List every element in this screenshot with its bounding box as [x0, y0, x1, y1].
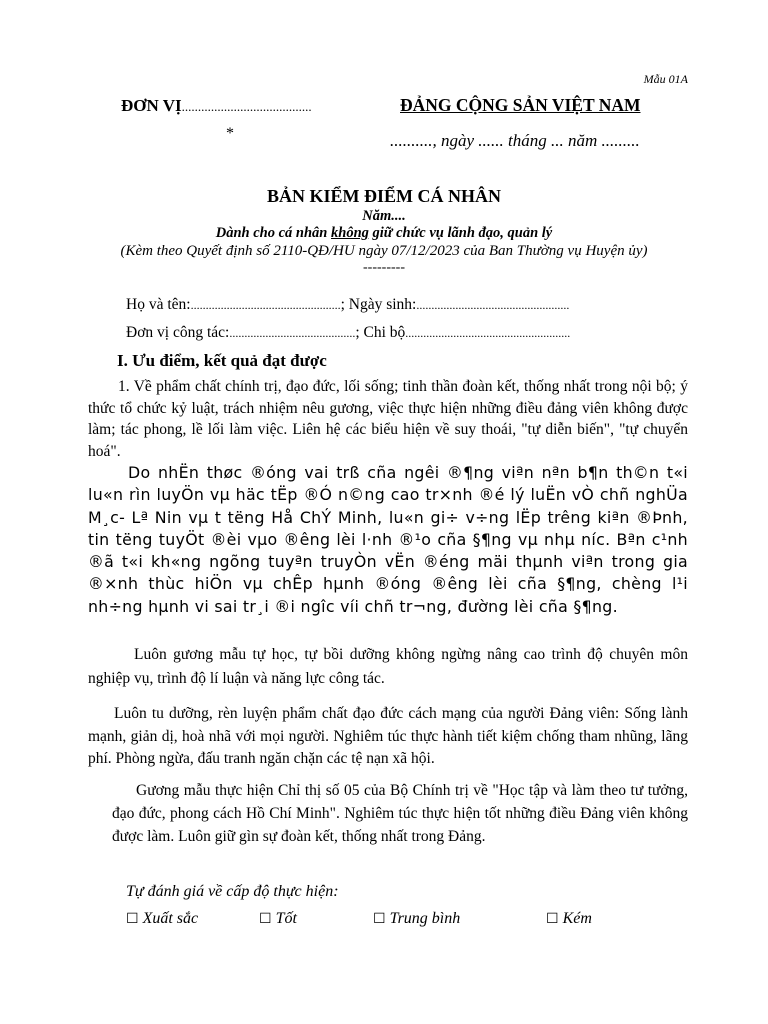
- checkbox-icon[interactable]: ☐: [373, 911, 386, 927]
- party-cell-dots: .......................................................: [405, 326, 571, 340]
- option-label: Kém: [562, 910, 592, 927]
- birth-label: ; Ngày sinh:: [340, 296, 417, 313]
- work-unit-label: Đơn vị công tác:: [126, 324, 230, 341]
- self-assessment-prompt: Tự đánh giá về cấp độ thực hiện:: [126, 883, 339, 900]
- document-title: BẢN KIỂM ĐIỂM CÁ NHÂN: [267, 186, 501, 206]
- option-poor[interactable]: [546, 910, 592, 928]
- subtitle-part-2: giữ chức vụ lãnh đạo, quản lý: [368, 225, 553, 241]
- name-dots: ..................................................: [190, 298, 341, 312]
- name-birth-line: [126, 296, 569, 314]
- unit-dots: ........................................: [181, 99, 312, 114]
- option-label: Tốt: [275, 910, 297, 927]
- document-subtitle: [0, 225, 768, 242]
- option-good[interactable]: [259, 910, 297, 928]
- unit-label: ĐƠN VỊ: [121, 96, 182, 115]
- title-separator: ---------: [363, 260, 405, 275]
- party-cell-label: ; Chi bộ: [355, 324, 406, 341]
- paragraph-criteria: 1. Về phẩm chất chính trị, đạo đức, lối sống; tinh thần đoàn kết, thống nhất trong nội bộ; ý thức tổ chức kỷ luật, trách nhiệm nêu gương, việc thực hiện những điều đảng viên không được làm; tác phong, lề lối làm việc. Liên hệ các biểu hiện về suy thoái, "tự diễn biến", "tự chuyển hoá".: [88, 378, 688, 460]
- paragraph-directive: Gương mẫu thực hiện Chỉ thị số 05 của Bộ Chính trị về "Học tập và làm theo tư tưởng, đạo đức, phong cách Hồ Chí Minh". Nghiêm túc thực hiện tốt những điều Đảng viên không được làm. Luôn giữ gìn sự đoàn kết, thống nhất trong Đảng.: [112, 782, 688, 845]
- checkbox-icon[interactable]: ☐: [126, 911, 139, 927]
- paragraph-legacy-font: Do nhËn thøc ®óng vai trß cña ngêi ®¶ng viªn nªn b¶n th©n t«i lu«n rìn luyÖn vµ häc tËp ®Ó n©ng cao tr×nh ®é lý luËn vÒ chñ nghÜa M¸c- Lª Nin vµ t tëng Hå ChÝ Minh, lu«n gi÷ v÷ng lËp trêng kiªn ®Þnh, tin tëng tuyÖt ®èi vµo ®êng lèi l·nh ®¹o cña §¶ng vµ nhµ níc. Bªn c¹nh ®ã t«i kh«ng ngõng tuyªn truyÒn vËn ®éng mäi thµnh viªn trong gia ®×nh thùc hiÖn vµ chÊp hµnh ®óng ®êng lèi cña §¶ng, chèng l¹i nh÷ng hµnh vi sai tr¸i ®i ngîc víi chñ tr¬ng, đường lèi cña §¶ng.: [88, 463, 688, 616]
- option-excellent[interactable]: [126, 910, 198, 928]
- paragraph-self-study: Luôn gương mẫu tự học, tự bồi dưỡng không ngừng nâng cao trình độ chuyên môn nghiệp vụ, trình độ lí luận và năng lực công tác.: [88, 646, 688, 687]
- work-unit-dots: ..........................................: [229, 326, 356, 340]
- option-average[interactable]: [373, 910, 460, 928]
- option-label: Xuất sắc: [142, 910, 199, 927]
- date-line: .........., ngày ...... tháng ... năm .........: [390, 131, 640, 150]
- birth-dots: ...................................................: [416, 298, 570, 312]
- form-number: Mẫu 01A: [643, 72, 688, 86]
- party-name: ĐẢNG CỘNG SẢN VIỆT NAM: [400, 95, 641, 115]
- document-year: Năm....: [362, 208, 406, 224]
- subtitle-part-1: Dành cho cá nhân: [215, 225, 331, 241]
- paragraph-ethics: Luôn tu dưỡng, rèn luyện phẩm chất đạo đức cách mạng của người Đảng viên: Sống lành mạnh, giản dị, hoà nhã với mọi người. Nghiêm túc thực hành tiết kiệm chống tham nhũng, lãng phí. Phòng ngừa, đấu tranh ngăn chặn các tệ nạn xã hội.: [88, 705, 688, 767]
- checkbox-icon[interactable]: ☐: [546, 911, 559, 927]
- unit-header: [121, 96, 312, 116]
- subtitle-underlined: không: [331, 225, 369, 241]
- decision-reference: (Kèm theo Quyết định số 2110-QĐ/HU ngày 07/12/2023 của Ban Thường vụ Huyện ủy): [120, 243, 648, 259]
- section-heading: I. Ưu điểm, kết quả đạt được: [117, 351, 327, 370]
- option-label: Trung bình: [389, 910, 461, 927]
- asterisk: *: [226, 125, 234, 142]
- checkbox-icon[interactable]: ☐: [259, 911, 272, 927]
- unit-cell-line: [126, 324, 570, 342]
- name-label: Họ và tên:: [126, 296, 191, 313]
